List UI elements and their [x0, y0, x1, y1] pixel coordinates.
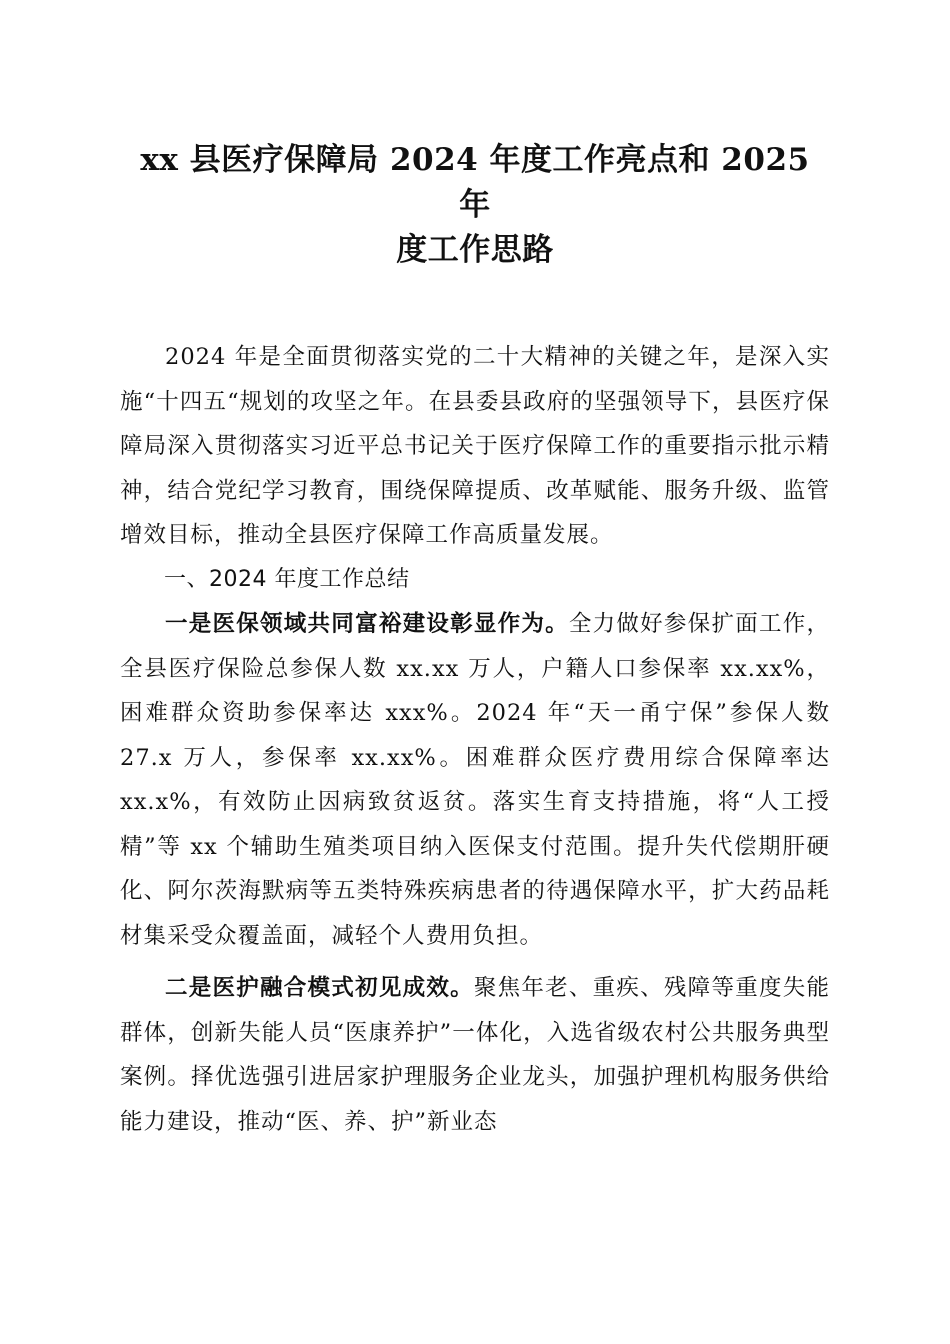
document-title	[120, 138, 830, 273]
item-1-paragraph	[120, 602, 830, 958]
item-1-lead: 一是医保领域共同富裕建设彰显作为。	[165, 611, 569, 637]
title-line-1: xx 县医疗保障局 2024 年度工作亮点和 2025 年	[140, 142, 810, 223]
intro-paragraph: 2024 年是全面贯彻落实党的二十大精神的关键之年，是深入实施“十四五“规划的攻坚之年。在县委县政府的坚强领导下，县医疗保障局深入贯彻落实习近平总书记关于医疗保障工作的重要指示批示精神，结合党纪学习教育，围绕保障提质、改革赋能、服务升级、监管增效目标，推动全县医疗保障工作高质量发展。	[120, 344, 830, 548]
item-2-lead: 二是医护融合模式初见成效。	[165, 975, 474, 1001]
item-2-body: 聚焦年老、重疾、残障等重度失能群体，创新失能人员“医康养护”一体化，入选省级农村公共服务典型案例。择优选强引进居家护理服务企业龙头，加强护理机构服务供给能力建设，推动“医、养、护”新业态	[120, 975, 830, 1135]
document-page	[120, 138, 830, 1144]
section-heading-1: 一、2024 年度工作总结	[164, 566, 410, 592]
item-1-body: 全力做好参保扩面工作，全县医疗保险总参保人数 xx.xx 万人，户籍人口参保率 xx.xx%，困难群众资助参保率达 xxx%。2024 年“天一甬宁保”参保人数 27.x 万人，参保率 xx.xx%。困难群众医疗费用综合保障率达 xx.x%，有效防止因病致贫返贫。落实生育支持措施，将“人工授精”等 xx 个辅助生殖类项目纳入医保支付范围。提升失代偿期肝硬化、阿尔茨海默病等五类特殊疾病患者的待遇保障水平，扩大药品耗材集采受众覆盖面，减轻个人费用负担。	[120, 611, 830, 949]
item-2-paragraph	[120, 966, 830, 1144]
title-line-2: 度工作思路	[396, 232, 554, 268]
